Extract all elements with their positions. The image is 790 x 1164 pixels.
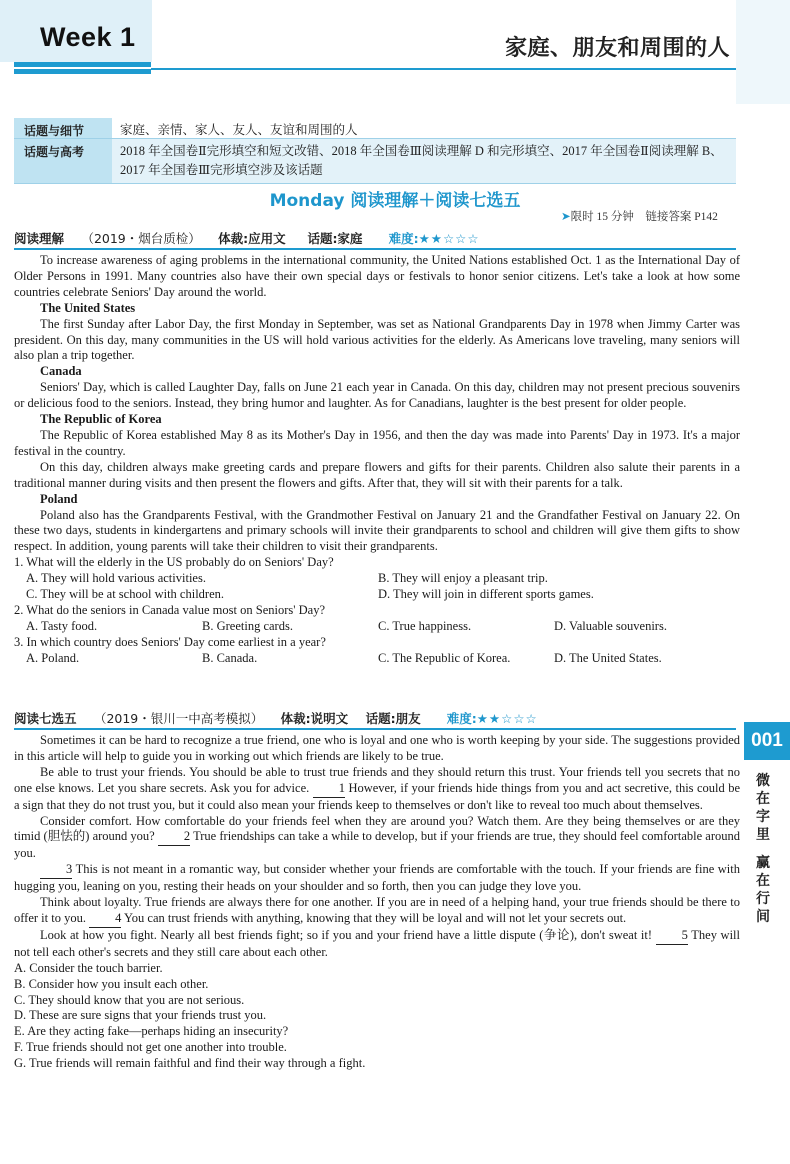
time-limit-text: 限时 15 分钟 链接答案 P142: [570, 211, 718, 223]
difficulty-label: 难度:: [388, 231, 419, 246]
topic-key: 话题与细节: [14, 118, 112, 138]
passage-topic: 话题:朋友: [365, 711, 421, 726]
topic-row: [14, 118, 736, 139]
topic-table: [14, 118, 736, 184]
topic-row: [14, 139, 736, 184]
blank-5[interactable]: 5: [656, 928, 688, 945]
section-title: Monday 阅读理解＋阅读七选五: [269, 191, 521, 211]
option-row: [14, 587, 740, 603]
answer-option: B. Canada.: [202, 650, 258, 665]
passage-2-body: [14, 733, 740, 1072]
arrow-icon: ➤: [561, 211, 571, 223]
passage-source: （2019・银川一中高考模拟）: [93, 711, 264, 726]
choice-option: A. Consider the touch barrier.: [14, 960, 163, 975]
blank-4[interactable]: 4: [89, 911, 121, 928]
sentence: However, if your friends hide things from you and act secretive, this could be a sign that they do not trust you, but it could also mean your friends keep to themselves or don't like to reveal too much about themselves.: [14, 780, 741, 812]
blank-3[interactable]: 3: [40, 862, 72, 879]
paragraph: Seniors' Day, which is called Laughter Day, falls on June 21 each year in Canada. On this day, children may not present precious souvenirs or delicious food to the seniors. Instead, they bring humor and laughter. As for Canadians, laughter is the best present for older people.: [14, 380, 740, 411]
paragraph: Poland also has the Grandparents Festival, with the Grandmother Festival on January 21 and the Grandfather Festival on January 22. On these two days, students in kindergartens and primary schools will invite their grandparents to school and children will give them gifts to show respect. In addition, young parents will take their children to visit their grandparents.: [14, 507, 740, 554]
paragraph: [14, 895, 740, 928]
difficulty-stars: ★★☆☆☆: [418, 231, 480, 246]
side-slogan: [752, 772, 774, 926]
paragraph: [14, 862, 740, 895]
paragraph: On this day, children always make greeting cards and prepare flowers and gifts for their parents. Children also salute their parents in a traditional manner during visits and then present the flowers and gifts. After that, they will sit with their parents for a talk.: [14, 459, 740, 490]
passage-header: [14, 229, 736, 249]
topic-key: 话题与高考: [14, 139, 112, 183]
week-underline: [14, 69, 151, 74]
slogan-line: 赢在行间: [756, 855, 770, 925]
unit-title: 家庭、朋友和周围的人: [504, 36, 730, 61]
subheading: Poland: [40, 491, 78, 506]
option-row: [14, 651, 740, 667]
topic-value: 家庭、亲情、家人、友人、友谊和周围的人: [112, 118, 736, 138]
passage-source: （2019・烟台质检）: [81, 231, 201, 246]
difficulty-stars: ★★☆☆☆: [476, 711, 538, 726]
section-meta: [561, 208, 718, 224]
choice-option: C. They should know that you are not serious.: [14, 992, 245, 1007]
sentence: They will not tell each other's secrets and they still care about each other.: [14, 927, 740, 959]
choice-option: B. Consider how you insult each other.: [14, 976, 209, 991]
subheading: Canada: [40, 364, 82, 379]
paragraph: Sometimes it can be hard to recognize a true friend, one who is loyal and one who is worth keeping by your side. The suggestions provided in this article will help to guide you in working out which friends are likely to be true.: [14, 733, 740, 763]
paragraph: [14, 928, 740, 961]
header-divider: [151, 68, 737, 70]
choice-option: E. Are they acting fake—perhaps hiding an insecurity?: [14, 1024, 289, 1039]
sentence: You can trust friends with anything, knowing that they will be loyal and will not let your secrets out.: [124, 910, 627, 925]
question: 1. What will the elderly in the US probably do on Seniors' Day?: [14, 555, 334, 570]
header-side-panel: [736, 0, 790, 104]
paragraph: [14, 765, 740, 814]
blank-1[interactable]: 1: [313, 781, 345, 798]
sentence: Be able to trust your friends. You should be able to trust true friends and they should return this trust. Your friends tell you secrets that no one else knows. Let you share secrets. Ask you for advice.: [14, 764, 740, 795]
week-label: Week 1: [40, 22, 136, 52]
answer-option: A. They will hold various activities.: [26, 571, 206, 586]
choice-option: F. True friends should not get one another into trouble.: [14, 1040, 287, 1055]
subheading: The United States: [40, 300, 136, 315]
passage-1-body: [14, 253, 740, 667]
answer-option: A. Poland.: [26, 650, 80, 665]
difficulty-label: 难度:: [446, 711, 477, 726]
question: 2. What do the seniors in Canada value most on Seniors' Day?: [14, 602, 325, 617]
page-number: 001: [744, 722, 790, 760]
subheading: The Republic of Korea: [40, 412, 162, 427]
paragraph: To increase awareness of aging problems in the international community, the United Nations established Oct. 1 as the International Day of Older Persons in 1991. Many countries also have their own special days or festivals to honor senior citizens. Let's take a look at how some countries celebrate Seniors' Day around the world.: [14, 253, 740, 299]
paragraph: The first Sunday after Labor Day, the first Monday in September, was set as National Grandparents Day in 1978 when Jimmy Carter was president. On this day, many communities in the US will hold various activities for the elderly. As Americans love traveling, many seniors will also plan a trip together.: [14, 316, 740, 363]
paragraph: The Republic of Korea established May 8 as its Mother's Day in 1956, and then the day was made into Parents' Day in 1973. It's a major festival in the country.: [14, 427, 740, 458]
answer-option: A. Tasty food.: [26, 618, 98, 633]
sentence: True friendships can take a while to develop, but if your friends are true, they should feel comfortable around you.: [14, 829, 740, 861]
passage-genre: 体裁:说明文: [280, 711, 349, 726]
answer-option: D. Valuable souvenirs.: [554, 618, 667, 633]
sentence: This is not meant in a romantic way, but consider whether your friends are comfortable with the touch. If your friends are fine with hugging you, leaning on you, resting their heads on your shoulder and so forth, then you can judge they love you.: [14, 862, 741, 894]
paragraph: [14, 814, 740, 863]
passage-divider: [14, 248, 736, 250]
passage-header: [14, 709, 736, 729]
answer-option: C. True happiness.: [378, 618, 472, 633]
passage-topic: 话题:家庭: [307, 231, 363, 246]
sentence: Think about loyalty. True friends are always there for one another. If you are in need of a helping hand, your true friends should be there to offer it to you.: [14, 895, 740, 925]
answer-option: C. The Republic of Korea.: [378, 650, 511, 665]
week-underline: [14, 62, 151, 67]
sentence: Consider comfort. How comfortable do your friends feel when they are around you? Watch them. Are they being themselves or are they timid (胆怯的) around you?: [14, 813, 740, 844]
answer-option: D. The United States.: [554, 650, 662, 665]
answer-option: B. Greeting cards.: [202, 618, 293, 633]
passage-genre: 体裁:应用文: [218, 231, 286, 246]
choice-option: G. True friends will remain faithful and find their way through a fight.: [14, 1056, 366, 1071]
question: 3. In which country does Seniors' Day come earliest in a year?: [14, 634, 326, 649]
option-row: [14, 619, 740, 635]
answer-option: D. They will join in different sports games.: [378, 587, 594, 602]
page-header: [0, 0, 790, 104]
blank-2[interactable]: 2: [158, 829, 190, 846]
answer-option: C. They will be at school with children.: [26, 587, 224, 602]
sentence: Look at how you fight. Nearly all best friends fight; so if you and your friend have a little dispute (争论), don't sweat it!: [40, 927, 653, 942]
slogan-line: 微在字里: [756, 773, 770, 843]
topic-value: 2018 年全国卷Ⅱ完形填空和短文改错、2018 年全国卷Ⅲ阅读理解 D 和完形填空、2017 年全国卷Ⅱ阅读理解 B、2017 年全国卷Ⅲ完形填空涉及该话题: [112, 139, 736, 183]
passage-type: 阅读理解: [14, 231, 65, 246]
choice-option: D. These are sure signs that your friends trust you.: [14, 1008, 267, 1023]
passage-divider: [14, 728, 736, 730]
answer-option: B. They will enjoy a pleasant trip.: [378, 571, 548, 586]
passage-type: 阅读七选五: [14, 711, 77, 726]
option-row: [14, 571, 740, 587]
